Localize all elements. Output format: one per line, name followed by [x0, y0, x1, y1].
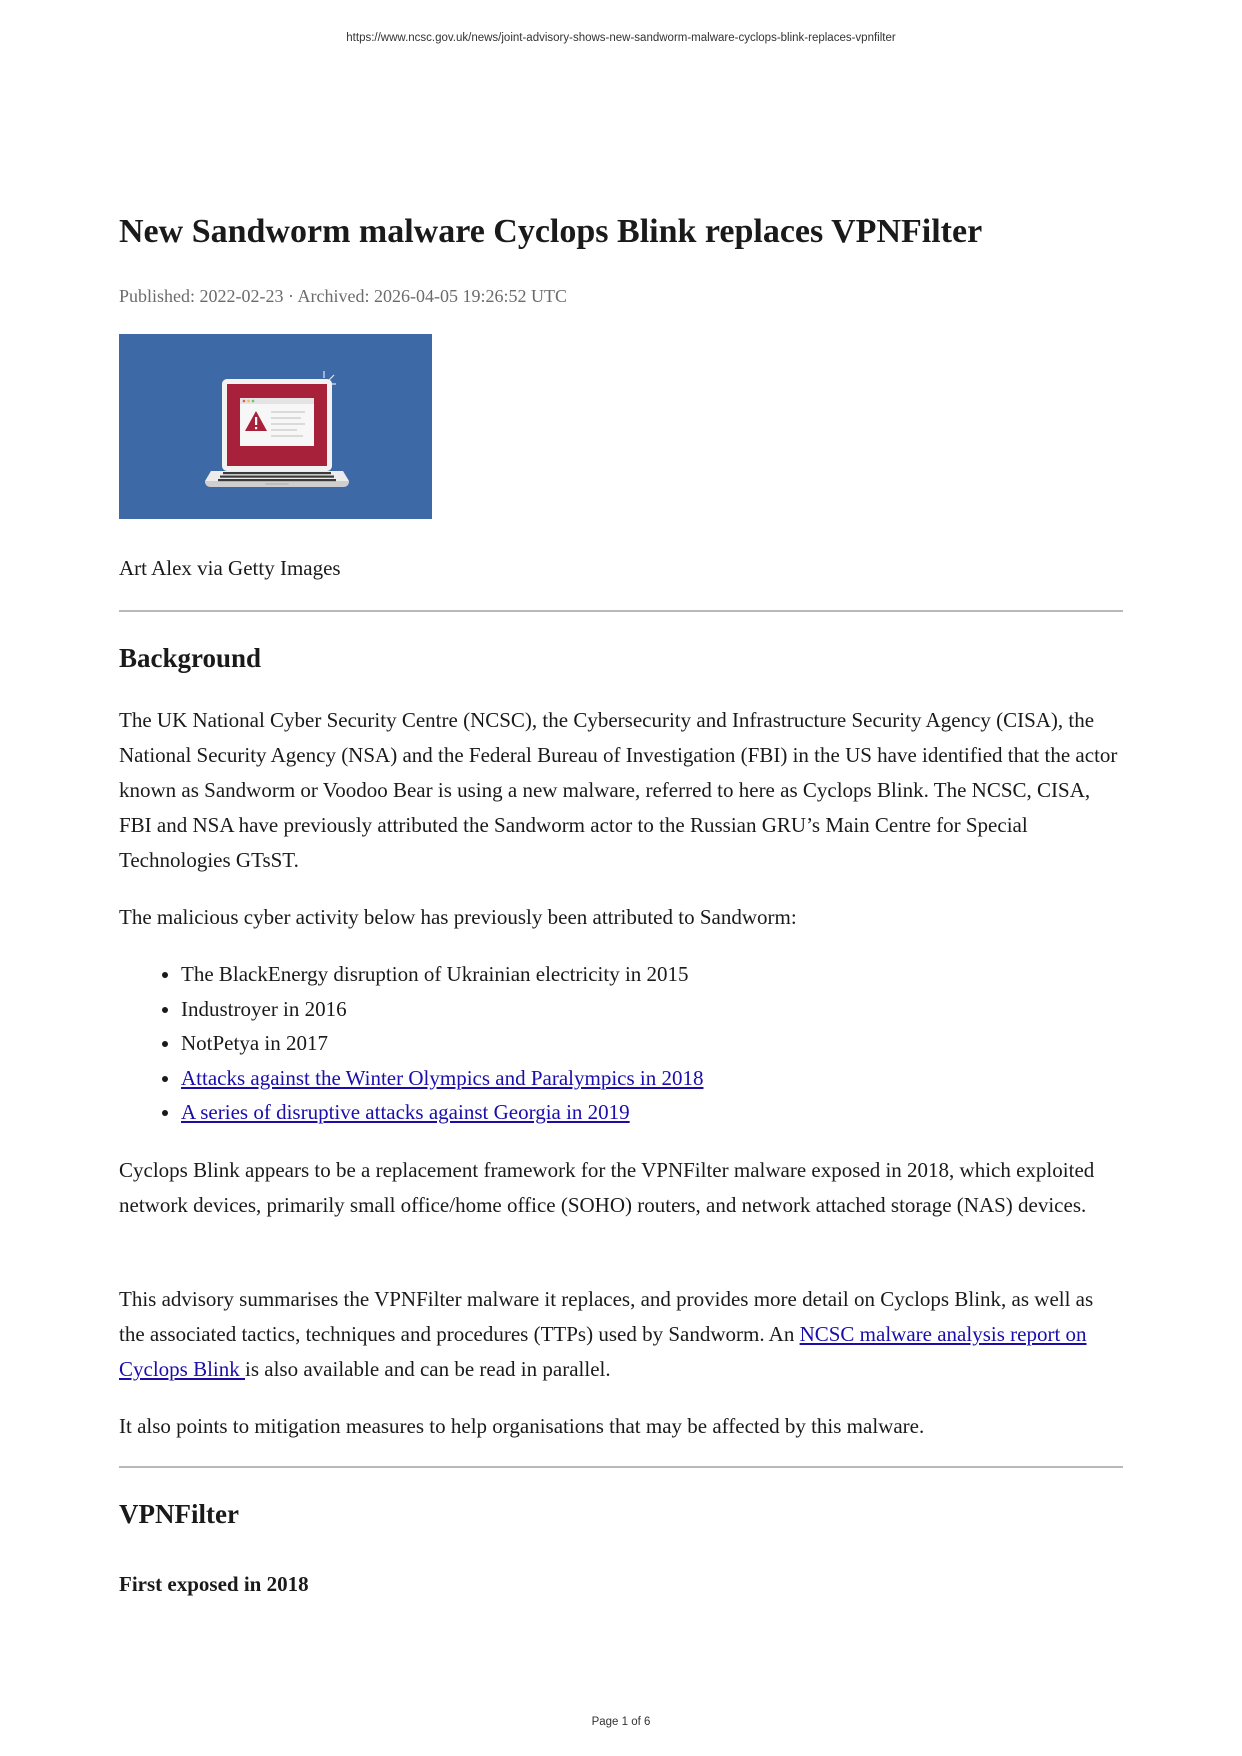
- background-paragraph-3: Cyclops Blink appears to be a replacement framework for the VPNFilter malware exposed in 2018, which exploited network devices, primarily small office/home office (SOHO) routers, and network attached storage (NAS) devices.: [119, 1158, 1095, 1217]
- background-paragraph-2: The malicious cyber activity below has previously been attributed to Sandworm:: [119, 905, 797, 929]
- ncsc-malware-report-link[interactable]: NCSC malware analysis report on Cyclops Blink: [119, 1322, 1087, 1381]
- section-heading-vpnfilter: VPNFilter: [119, 1499, 239, 1529]
- hero-image: [119, 334, 432, 519]
- list-item: • Industroyer in 2016: [181, 992, 704, 1027]
- background-paragraph-5: It also points to mitigation measures to help organisations that may be affected by this malware.: [119, 1414, 925, 1438]
- paragraph-text: is also available and can be read in parallel.: [245, 1357, 611, 1381]
- section-divider: [119, 1466, 1123, 1468]
- laptop-warning-illustration: [119, 334, 432, 519]
- publish-meta: Published: 2022-02-23 · Archived: 2026-04-05 19:26:52 UTC: [119, 286, 567, 306]
- paragraph-text: This advisory summarises the VPNFilter malware it replaces, and provides more detail on Cyclops Blink, as well as the associated tactics, techniques and procedures (TTPs) used by Sandworm. An: [119, 1287, 1094, 1346]
- image-caption: Art Alex via Getty Images: [119, 556, 341, 580]
- section-divider: [119, 610, 1123, 612]
- section-heading-background: Background: [119, 643, 262, 673]
- subheading-first-exposed: First exposed in 2018: [119, 1572, 309, 1596]
- winter-olympics-link[interactable]: Attacks against the Winter Olympics and Paralympics in 2018: [181, 1065, 704, 1090]
- list-item: [181, 1095, 704, 1130]
- page-url-header: https://www.ncsc.gov.uk/news/joint-advisory-shows-new-sandworm-malware-cyclops-blink-replaces-vpnfilter: [346, 32, 896, 44]
- background-paragraph-1: The UK National Cyber Security Centre (NCSC), the Cybersecurity and Infrastructure Security Agency (CISA), the National Security Agency (NSA) and the Federal Bureau of Investigation (FBI) in the US have identified that the actor known as Sandworm or Voodoo Bear is using a new malware, referred to here as Cyclops Blink. The NCSC, CISA, FBI and NSA have previously attributed the Sandworm actor to the Russian GRU’s Main Centre for Special Technologies GTsST.: [119, 708, 1118, 872]
- attributed-activity-list: [119, 957, 704, 1130]
- list-item: • NotPetya in 2017: [181, 1026, 704, 1061]
- article-title: New Sandworm malware Cyclops Blink replaces VPNFilter: [119, 213, 983, 250]
- georgia-attacks-link[interactable]: A series of disruptive attacks against Georgia in 2019: [181, 1100, 630, 1124]
- list-item: • The BlackEnergy disruption of Ukrainian electricity in 2015: [181, 957, 704, 992]
- list-item: [181, 1061, 704, 1096]
- background-paragraph-4: [119, 1282, 1123, 1387]
- page-number: Page 1 of 6: [591, 1716, 651, 1728]
